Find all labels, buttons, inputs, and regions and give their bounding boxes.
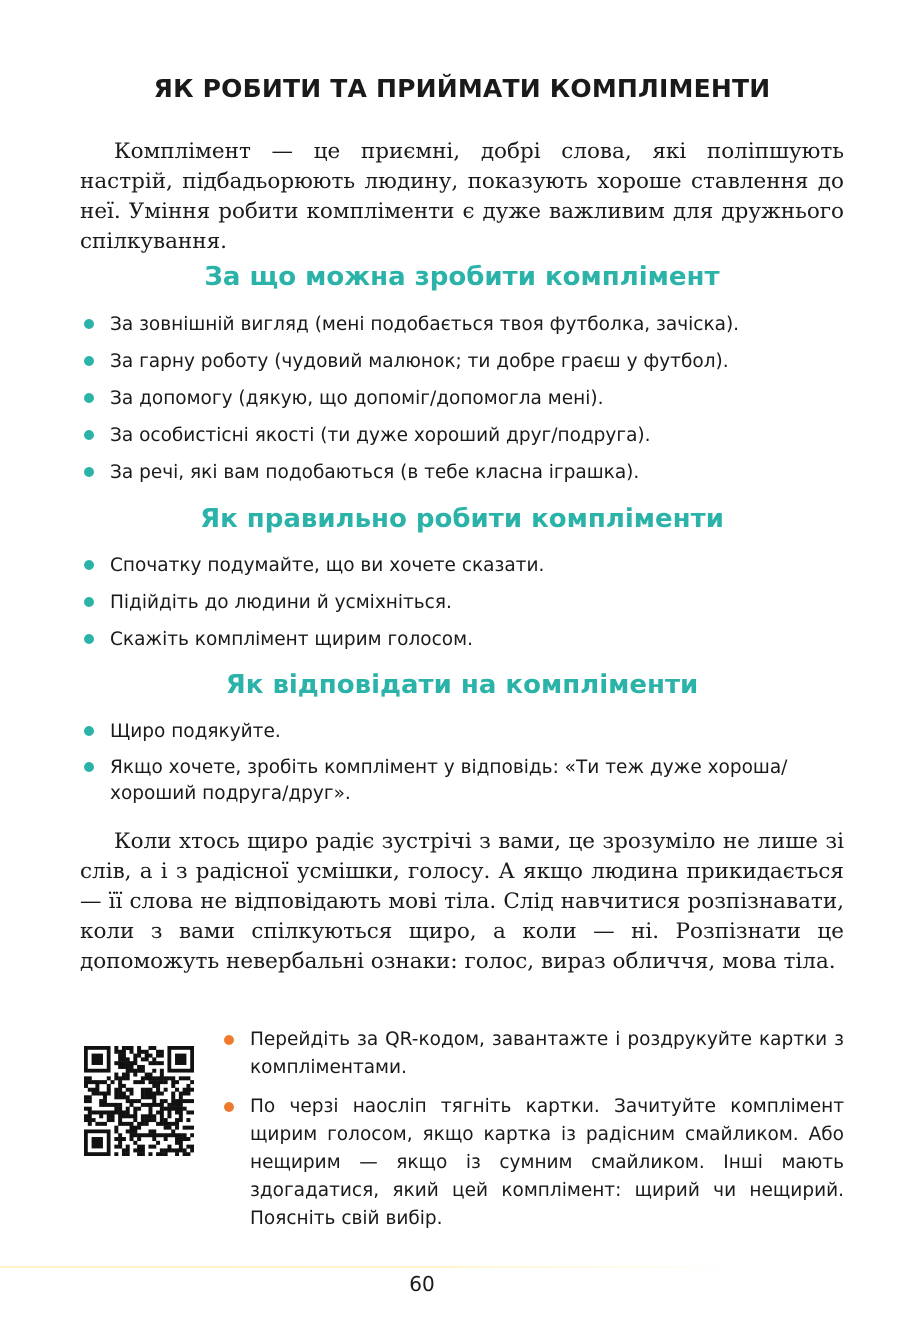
list-item: Скажіть комплімент щирим голосом.: [84, 627, 844, 653]
list-item: За зовнішній вигляд (мені подобається твоя футболка, зачіска).: [84, 312, 844, 338]
list-item: За допомогу (дякую, що допоміг/допомогла мені).: [84, 386, 844, 412]
list-how-to-respond: [84, 719, 844, 817]
list-what-to-compliment: [84, 312, 844, 497]
bullet-icon: [224, 1102, 234, 1112]
bullet-icon: [84, 634, 94, 644]
list-how-to-compliment: [84, 553, 844, 664]
bullet-icon: [84, 726, 94, 736]
list-item: Підійдіть до людини й усміхніться.: [84, 590, 844, 616]
bullet-icon: [84, 319, 94, 329]
section-heading-how-to-respond: Як відповідати на компліменти: [225, 670, 699, 700]
list-item: Спочатку подумайте, що ви хочете сказати.: [84, 553, 844, 579]
list-item: Якщо хочете, зробіть комплімент у відповідь: «Ти теж дуже хороша/хороший подруга/друг».: [84, 755, 844, 807]
bullet-icon: [84, 597, 94, 607]
body-paragraph: Коли хтось щиро радіє зустрічі з вами, це зрозуміло не лише зі слів, а і з радісної усмішки, голосу. А якщо людина прикидається — її слова не відповідають мові тіла. Слід навчитися розпізнавати, коли з вами спілкуються щиро, а коли — ні. Розпізнати це допоможуть невербальні ознаки: голос, вираз обличчя, мова тіла.: [80, 829, 844, 974]
section-heading-what-to-compliment: За що можна зробити комплімент: [204, 262, 720, 292]
list-item: За гарну роботу (чудовий малюнок; ти добре граєш у футбол).: [84, 349, 844, 375]
bullet-icon: [84, 467, 94, 477]
list-item: Щиро подякуйте.: [84, 719, 844, 745]
activity-list: [224, 1026, 844, 1244]
qr-code-icon[interactable]: [84, 1046, 194, 1156]
bullet-icon: [84, 560, 94, 570]
bullet-icon: [224, 1035, 234, 1045]
page-title: ЯК РОБИТИ ТА ПРИЙМАТИ КОМПЛІМЕНТИ: [153, 74, 771, 103]
list-item: За особистісні якості (ти дуже хороший друг/подруга).: [84, 423, 844, 449]
list-item: По черзі наосліп тягніть картки. Зачитуйте комплімент щирим голосом, якщо картка із радісним смайликом. Або нещирим — якщо із сумним смайликом. Інші мають здогадатися, який цей комплімент: щирий чи нещирий. Поясніть свій вибір.: [224, 1093, 844, 1233]
bullet-icon: [84, 430, 94, 440]
page-number: 60: [409, 1272, 435, 1296]
section-heading-how-to-compliment: Як правильно робити компліменти: [200, 504, 724, 534]
footer-divider: [0, 1266, 740, 1268]
bullet-icon: [84, 356, 94, 366]
bullet-icon: [84, 393, 94, 403]
list-item: Перейдіть за QR-кодом, завантажте і роздрукуйте картки з компліментами.: [224, 1026, 844, 1082]
bullet-icon: [84, 762, 94, 772]
list-item: За речі, які вам подобаються (в тебе класна іграшка).: [84, 460, 844, 486]
intro-paragraph: Комплімент — це приємні, добрі слова, які поліпшують настрій, підбадьорюють людину, показують хороше ставлення до неї. Уміння робити компліменти є дуже важливим для дружнього спілкування.: [80, 139, 844, 254]
qr-code-graphic: [84, 1046, 194, 1156]
